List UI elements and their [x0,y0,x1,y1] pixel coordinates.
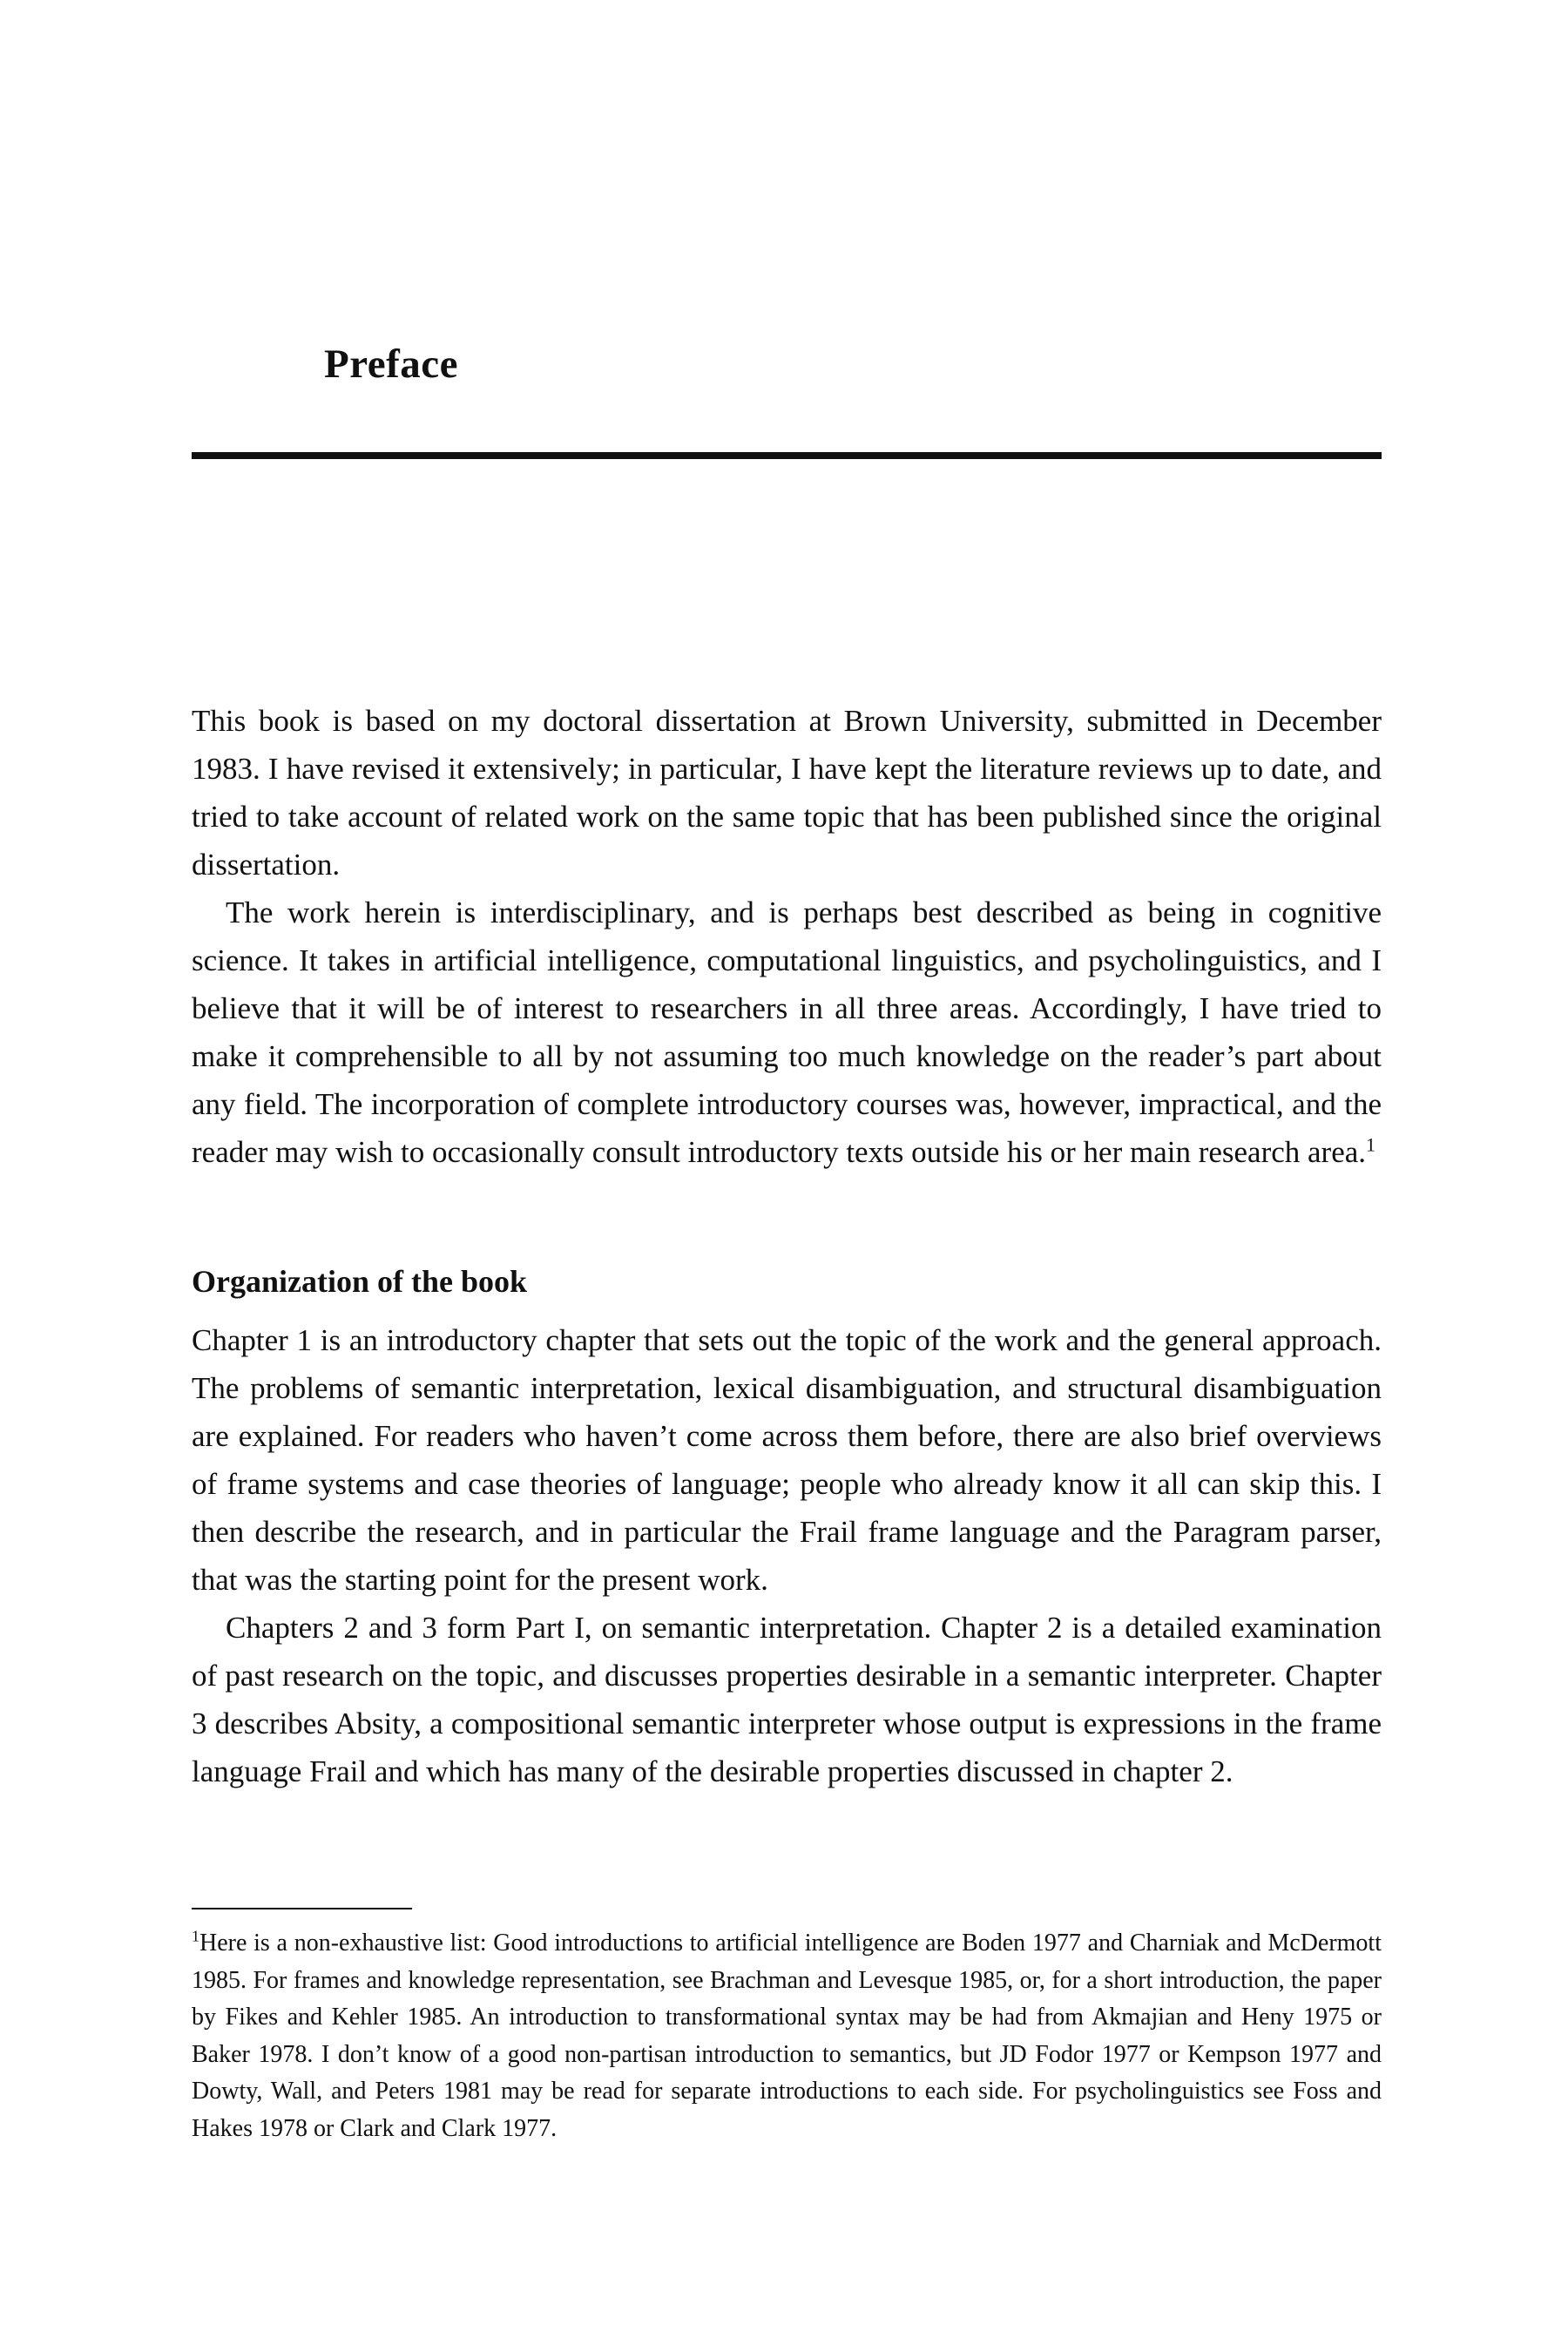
intro-text [192,697,1382,1176]
chapter-title: Preface [324,341,458,387]
section-text [192,1316,1382,1795]
footnote-mark: 1 [192,1927,199,1945]
section-paragraph-1: Chapter 1 is an introductory chapter that sets out the topic of the work and the general approach. The problems of semantic interpretation, lexical disambiguation, and structural disambiguation are explained. For readers who haven’t come across them before, there are also brief overviews of frame systems and case theories of language; people who already know it all can skip this. I then describe the research, and in particular the Frail frame language and the Paragram parser, that was the starting point for the present work. [192,1323,1382,1597]
title-rule [192,452,1382,459]
footnote-text: Here is a non-exhaustive list: Good introductions to artificial intelligence are Boden 1977 and Charniak and McDermott 1985. For frames and knowledge representation, see Brachman and Levesque 1985, or, for a short introduction, the paper by Fikes and Kehler 1985. An introduction to transformational syntax may be had from Akmajian and Heny 1975 or Baker 1978. I don’t know of a good non-partisan introduction to semantics, but JD Fodor 1977 or Kempson 1977 and Dowty, Wall, and Peters 1981 may be read for separate introductions to each side. For psycholinguistics see Foss and Hakes 1978 or Clark and Clark 1977. [192,1930,1382,2142]
section-heading: Organization of the book [192,1264,528,1299]
section-paragraph-2: Chapters 2 and 3 form Part I, on semantic interpretation. Chapter 2 is a detailed examination of past research on the topic, and discusses properties desirable in a semantic interpreter. Chapter 3 describes Absity, a compositional semantic interpreter whose output is expressions in the frame language Frail and which has many of the desirable properties discussed in chapter 2. [192,1611,1382,1788]
intro-paragraph-2 [192,889,1382,1176]
footnote-rule [192,1908,412,1909]
intro-paragraph-2-text: The work herein is interdisciplinary, and is perhaps best described as being in cognitive science. It takes in artificial intelligence, computational linguistics, and psycholinguistics, and I believe that it will be of interest to researchers in all three areas. Accordingly, I have tried to make it comprehensible to all by not assuming too much knowledge on the reader’s part about any field. The incorporation of complete introductory courses was, however, impractical, and the reader may wish to occasionally consult introductory texts outside his or her main research area. [192,896,1382,1169]
intro-paragraph-1: This book is based on my doctoral dissertation at Brown University, submitted in December 1983. I have revised it extensively; in particular, I have kept the literature reviews up to date, and tried to take account of related work on the same topic that has been published since the original dissertation. [192,704,1382,882]
footnote-reference: 1 [1366,1133,1376,1156]
footnote [192,1925,1382,2147]
